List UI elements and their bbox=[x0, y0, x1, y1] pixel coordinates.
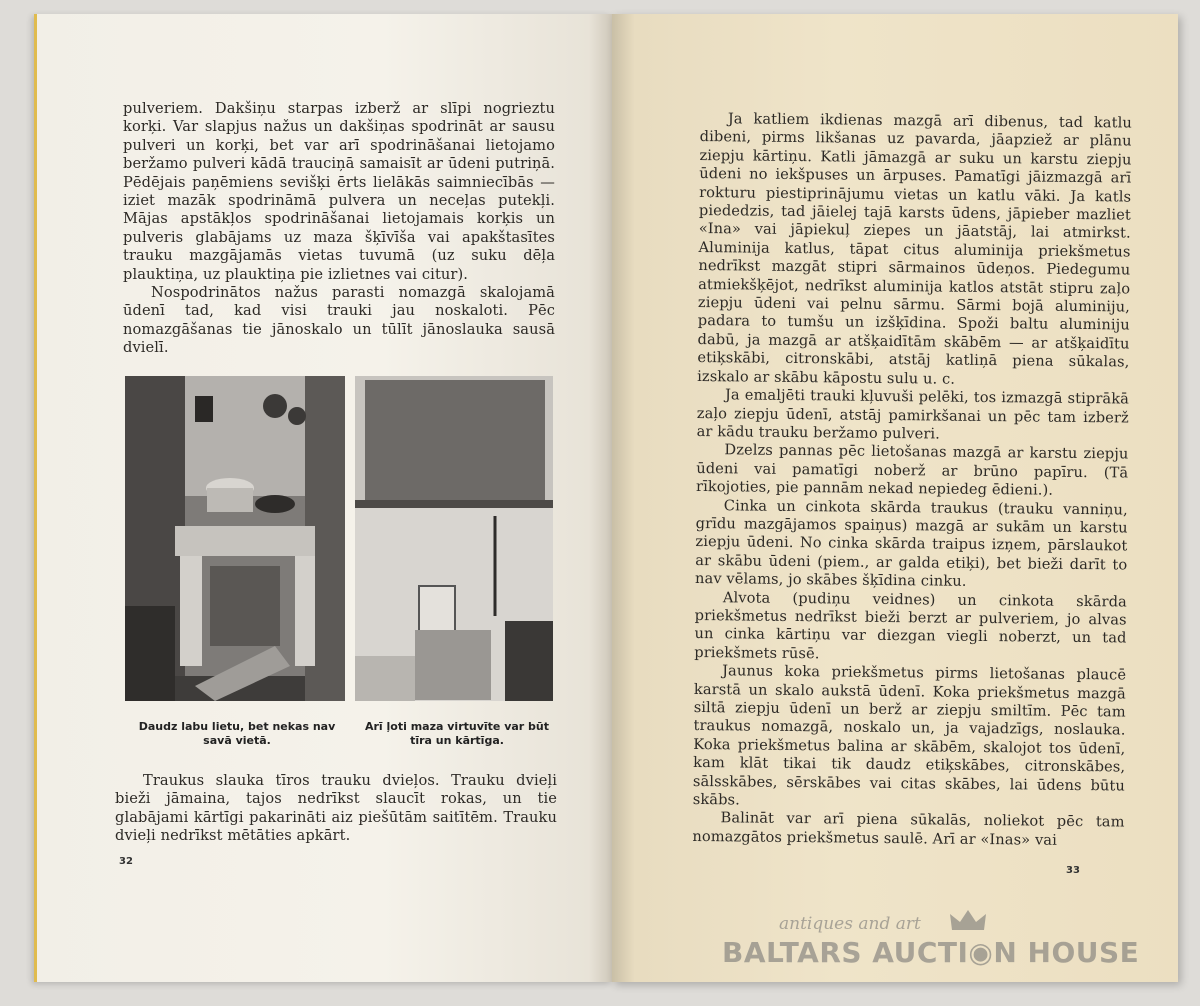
left-page-bottom-text bbox=[115, 772, 557, 846]
open-booklet bbox=[34, 14, 1180, 982]
paragraph: Ja katliem ikdienas mazgā arī dibenus, tad katlu dibeni, pirms likšanas uz pavarda, jāapziež ar plānu ziepju kārtiņu. Katli jāmazgā ar suku un karstu ziepju ūdeni no iekšpuses un ārpuses. Pamatīgi jāizmazgā arī rokturu piestiprinājumu vietas un katlu vāki. Ja katls piededzis, tad jāielej tajā karsts ūdens, jāpieber mazliet «Ina» vai jāpiekuļ ziepes un jāatstāj, lai atmirkst. Aluminija katlus, tāpat citus aluminija priekšmetus nedrīkst mazgāt stipri sārmainos ūdeņos. Piedegumu atmiekšķējot, nedrīkst aluminija katlos atstāt stipru zaļo ziepju ūdeni vai pelnu sārmu. Sārmi bojā aluminiju, padara to tumšu un izšķīdina. Spoži baltu aluminiju dabū, ja mazgā ar atšķaidītām skābēm — ar atšķaidītu etiķskābi, citronskābi, atstāj katliņā piena sūkalas, izskalo ar skābu kāpostu sulu u. c. bbox=[697, 110, 1132, 388]
cluttered-kitchen-photo bbox=[125, 376, 345, 701]
paragraph: Nospodrinātos nažus parasti nomazgā skalojamā ūdenī tad, kad visi trauki jau noskaloti. Pēc nomazgāšanas tie jānoskalo un tūlīt jānoslauka sausā dvielī. bbox=[123, 284, 555, 357]
paragraph: Jaunus koka priekšmetus pirms lietošanas plaucē karstā un skalo aukstā ūdenī. Koka priekšmetus mazgā siltā ziepju ūdenī un berž ar ziepju smiltīm. Pēc tam traukus nomazgā, noskalo un, ja vajadzīgs, noslauka. Koka priekšmetus balina ar skābēm, skalojot tos ūdenī, kam klāt tikai tik daudz etiķskābes, citronskābes, sālsskābes, sērskābes vai citas skābes, lai ūdens būtu skābs. bbox=[692, 662, 1127, 809]
left-page bbox=[34, 14, 612, 982]
right-page-text bbox=[692, 110, 1132, 851]
paragraph: Cinka un cinkota skārda traukus (trauku vanniņu, grīdu mazgājamos spaiņus) mazgā ar sukām un karstu ziepju ūdeni. No cinka skārda traipus izņem, pārslaukot ar skābu ūdeni (piem., ar galda etiķi), bet bieži darīt to nav vēlams, jo skābes šķīdina cinku. bbox=[695, 496, 1128, 590]
crown-icon bbox=[948, 908, 988, 936]
left-page-top-text bbox=[123, 100, 555, 358]
right-page bbox=[612, 14, 1178, 982]
page-number-right: 33 bbox=[1066, 865, 1080, 876]
paragraph: Traukus slauka tīros trauku dvieļos. Trauku dvieļi bieži jāmaina, tajos nedrīkst slaucīt rokas, un tie glabājami kārtīgi pakarināti aiz piešūtām saitītēm. Trauku dvieļi nedrīkst mētāties apkārt. bbox=[115, 772, 557, 845]
page-number-left: 32 bbox=[119, 856, 133, 867]
paragraph: Dzelzs pannas pēc lietošanas mazgā ar karstu ziepju ūdeni vai pamatīgi noberž ar brūno papīru. (Tā rīkojoties, pie pannām nekad nepiedeg ēdieni.). bbox=[695, 441, 1129, 499]
paragraph: Balināt var arī piena sūkalās, noliekot pēc tam nomazgātos priekšmetus saulē. Arī ar «Inas» vai bbox=[692, 809, 1125, 849]
photo-caption-right: Arī ļoti maza virtuvīte var būt tīra un kārtīga. bbox=[364, 720, 550, 747]
watermark-brand: BALTARS AUCTI◉N HOUSE bbox=[722, 936, 1140, 969]
photo-pair bbox=[125, 376, 553, 701]
watermark-tagline: antiques and art bbox=[779, 914, 921, 934]
tidy-kitchen-photo bbox=[355, 376, 553, 701]
photo-caption-left: Daudz labu lietu, bet nekas nav savā vietā. bbox=[138, 720, 336, 747]
paragraph: pulveriem. Dakšiņu starpas izberž ar slīpi nogrieztu korķi. Var slapjus nažus un dakšiņas spodrināt ar sausu pulveri un korķi, bet var arī spodrināšanai lietojamo beržamo pulveri kādā trauciņā samaisīt ar ūdeni putriņā. Pēdējais paņēmiens sevišķi ērts lielākās saimniecībās — iziet mazāk spodrināmā pulvera un neceļas putekļi. Mājas apstākļos spodrināšanai lietojamais korķis un pulveris glabājams uz maza šķīvīša vai apakštasītes trauku mazgājamās vietas tuvumā (uz suku dēļa plauktiņa, uz plauktiņa pie izlietnes vai citur). bbox=[123, 100, 555, 283]
paragraph: Ja emaljēti trauki kļuvuši pelēki, tos izmazgā stiprākā zaļo ziepju ūdenī, atstāj pamirkšanai un pēc tam izberž ar kādu trauku beržamo pulveri. bbox=[696, 386, 1130, 443]
paragraph: Alvota (pudiņu veidnes) un cinkota skārda priekšmetus nedrīkst bieži berzt ar pulveriem, jo alvas un cinka kārtiņu var diezgan viegli noberzt, un tad priekšmets rūsē. bbox=[694, 588, 1127, 663]
